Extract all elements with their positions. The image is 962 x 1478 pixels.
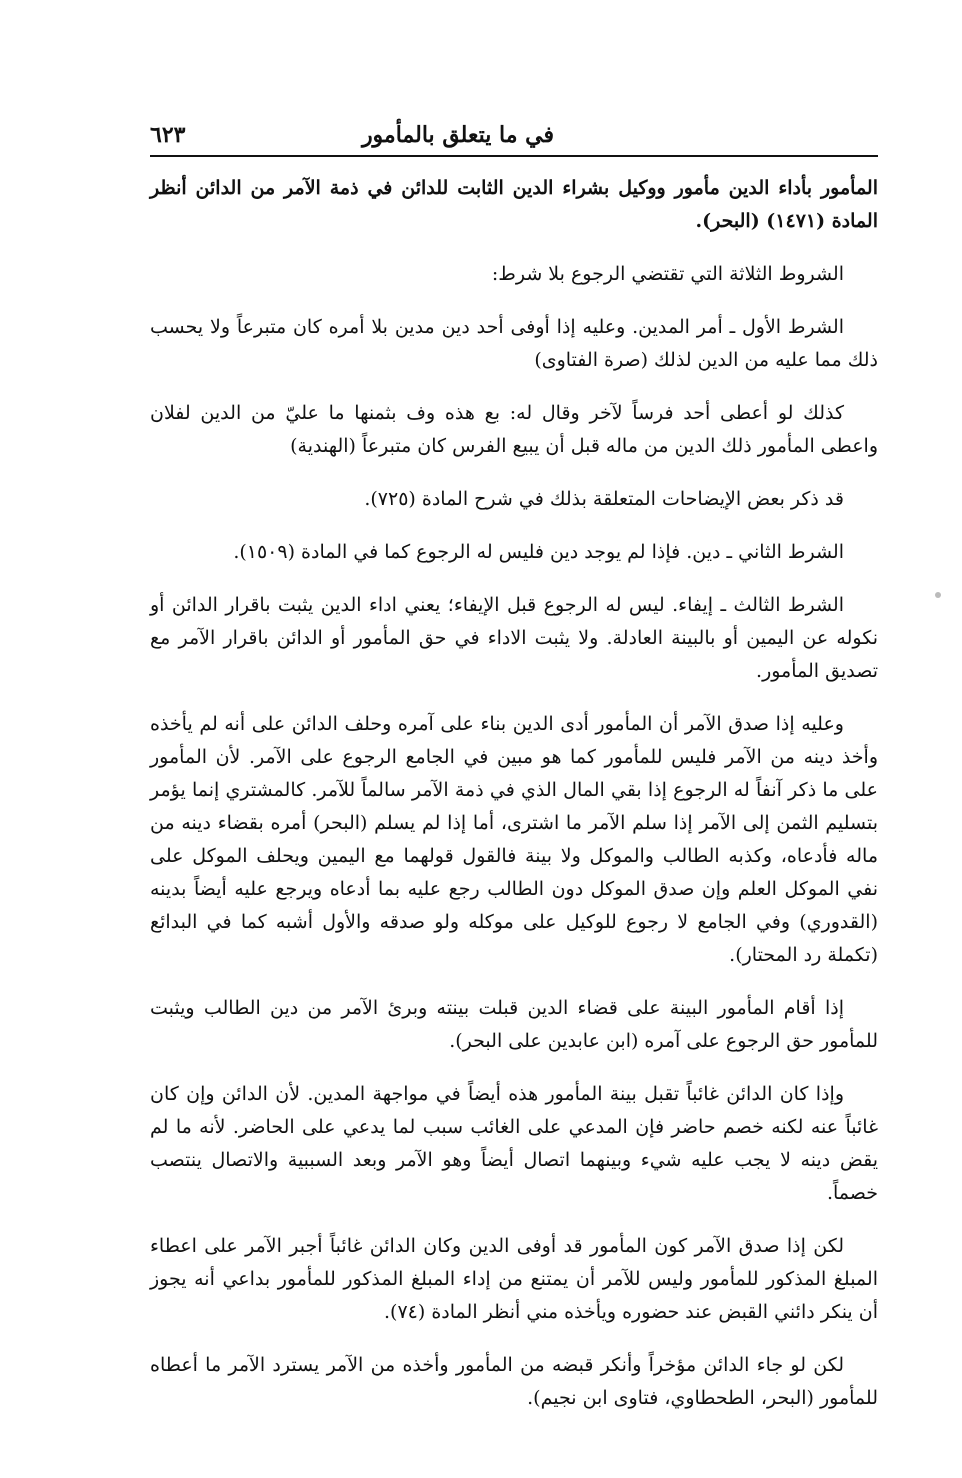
paragraph-7: الشرط الثالث ـ إيفاء. ليس له الرجوع قبل الإيفاء؛ يعني اداء الدين يثبت باقرار الدائن أو نكوله عن اليمين أو بالبينة العادلة. ولا يثبت الاداء في حق المأمور أو الدائن باقرار الآمر مع تصديق المأمور. xyxy=(150,594,878,682)
paragraph-12: لكن لو جاء الدائن مؤخراً وأنكر قبضه من المأمور وأخذه من الآمر يسترد الآمر ما أعطاه للمأمور (البحر، الطحطاوي، فتاوى ابن نجيم). xyxy=(150,1354,878,1409)
paragraph-10: وإذا كان الدائن غائباً تقبل بينة المأمور هذه أيضاً في مواجهة المدين. لأن الدائن وإن كان غائباً عنه لكنه خصم حاضر فإن المدعي على الغائب سبب لما يدعي على الحاضر. لأنه ما لم يقض دينه لا يجب عليه شيء وبينهما اتصال أيضاً وهو الآمر وبعد السببية والاتصال ينتصب خصماً. xyxy=(150,1083,878,1204)
paragraph-2: الشروط الثلاثة التي تقتضي الرجوع بلا شرط: xyxy=(491,263,844,285)
page-header xyxy=(150,120,876,154)
paragraph-1: المأمور بأداء الدين مأمور ووكيل بشراء الدين الثابت للدائن في ذمة الآمر من الدائن أنظر المادة (١٤٧١) (البحر). xyxy=(150,177,878,232)
paragraph-9: إذا أقام المأمور البينة على قضاء الدين قبلت بينته وبرئ الآمر من دين الطالب ويثبت للمأمور حق الرجوع على آمره (ابن عابدين على البحر). xyxy=(150,997,878,1052)
paragraph-8: وعليه إذا صدق الآمر أن المأمور أدى الدين بناء على آمره وحلف الدائن على أنه لم يأخذه وأخذ دينه من الآمر فليس للمأمور كما هو مبين في الجامع الرجوع على الآمر. لأن المأمور على ما ذكر آنفاً له الرجوع إذا بقي المال الذي في ذمة الآمر سالماً للآمر. كالمشتري إنما يؤمر بتسليم الثمن إلى الآمر إذا سلم الآمر ما اشترى، أما إذا لم يسلم (البحر) أمره بقضاء دينه من ماله فأدعاه، وكذبه الطالب والموكل ولا بينة فالقول قولهما مع اليمين ويحلف الموكل على نفي الموكل العلم وإن صدق الموكل دون الطالب رجع عليه بما أدعاه ويرجع عليه أيضاً بدينه (القدوري) وفي الجامع لا رجوع للوكيل على موكله ولو صدقه والأول أشبه كما في البدائع (تكملة رد المحتار). xyxy=(150,713,878,966)
paragraph-3: الشرط الأول ـ أمر المدين. وعليه إذا أوفى أحد دين مدين بلا أمره كان متبرعاً ولا يحسب ذلك مما عليه من الدين لذلك (صرة الفتاوى) xyxy=(150,316,878,371)
margin-mark xyxy=(935,592,941,598)
paragraph-11: لكن إذا صدق الآمر كون المأمور قد أوفى الدين وكان الدائن غائباً أجبر الآمر على اعطاء المبلغ المذكور للمأمور وليس للآمر أن يمتنع من إداء المبلغ المذكور للمأمور بداعي أنه يجوز أن ينكر دائني القبض عند حضوره ويأخذه مني أنظر المادة (٧٤). xyxy=(150,1235,878,1323)
page-number: ٦٢٣ xyxy=(150,122,186,148)
running-title: في ما يتعلق بالمأمور xyxy=(361,122,554,148)
paragraph-6: الشرط الثاني ـ دين. فإذا لم يوجد دين فليس له الرجوع كما في المادة (١٥٠٩). xyxy=(233,541,844,563)
paragraph-4: كذلك لو أعطى أحد فرساً لآخر وقال له: بع هذه وف بثمنها ما عليّ من الدين لفلان واعطى المأمور ذلك الدين من ماله قبل أن يبيع الفرس كان متبرعاً (الهندية) xyxy=(150,402,878,457)
body-text xyxy=(150,172,878,1435)
header-rule xyxy=(150,155,878,157)
paragraph-5: قد ذكر بعض الإيضاحات المتعلقة بذلك في شرح المادة (٧٢٥). xyxy=(364,488,844,510)
